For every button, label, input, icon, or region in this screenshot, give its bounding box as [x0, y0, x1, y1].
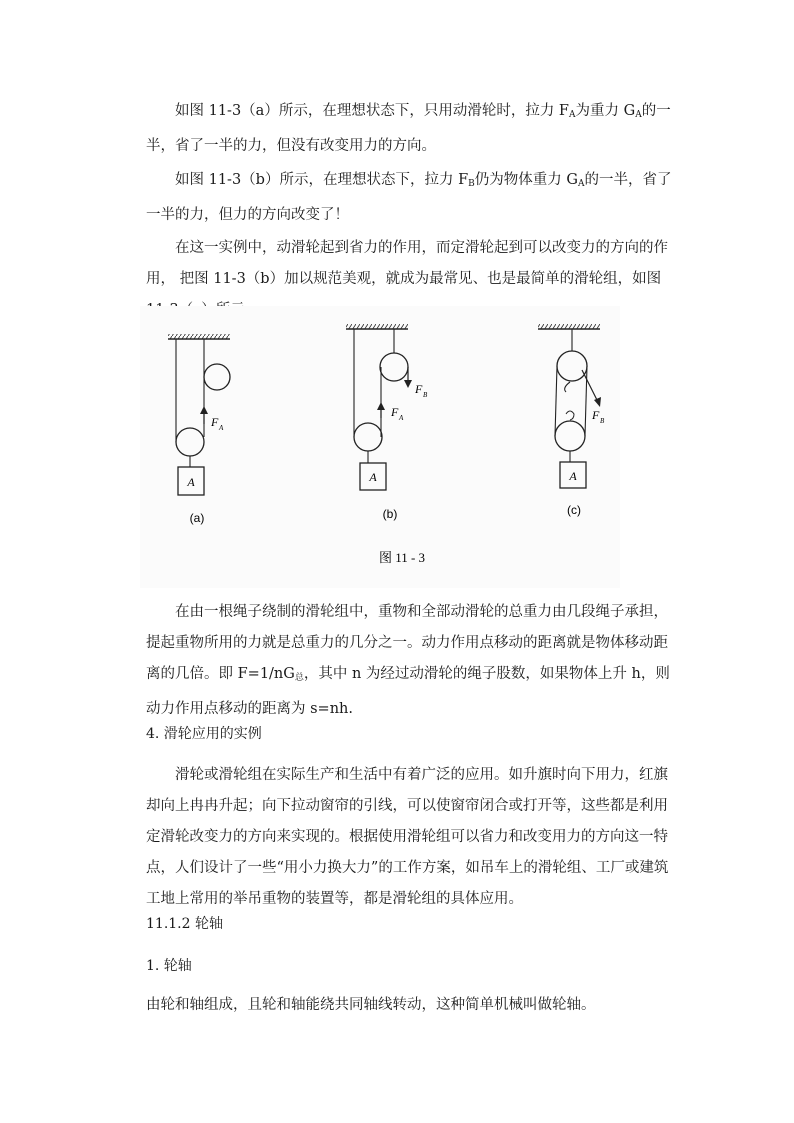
force-sub-b2: B: [423, 391, 428, 399]
p2-text-a: 如图 11-3（b）所示，在理想状态下，拉力 F: [175, 172, 469, 188]
heading-pulley-applications: 4. 滑轮应用的实例: [146, 726, 262, 742]
figure-caption: 图 11 - 3: [378, 550, 426, 565]
pulley-diagram: [140, 306, 620, 588]
p2-sub-fb: B: [468, 179, 475, 189]
ceiling-c: [538, 324, 600, 329]
force-sub-b1: A: [399, 414, 404, 422]
force-sub-c: B: [600, 417, 605, 425]
block-b-label: A: [369, 470, 377, 484]
block-c-label: A: [569, 469, 577, 483]
paragraph-5: 滑轮或滑轮组在实际生产和生活中有着广泛的应用。如升旗时向下用力，红旗却向上冉冉升起；向下拉动窗帘的引线，可以使窗帘闭合或打开等，这些都是利用定滑轮改变力的方向来实现的。根据使用滑轮组可以省力和改变用力的方向这一特点，人们设计了一些“用小力换大力”的工作方案，如吊车上的滑轮组、工厂或建筑工地上常用的举吊重物的装置等，都是滑轮组的具体应用。: [146, 767, 669, 907]
heading-wheel-axle: 1. 轮轴: [146, 958, 192, 974]
panel-c-label: (c): [567, 503, 581, 517]
force-label-c: F: [592, 408, 600, 422]
force-label-b2: F: [415, 382, 423, 396]
p1-sub-ga: A: [635, 110, 642, 120]
p4-text-b: ，其中 n 为经过动滑轮的绳子股数，如果物体上升 h，则动力作用点移动的距离为 s=nh.: [146, 666, 670, 717]
paragraph-1: [146, 96, 674, 162]
p1-text-c: 的一半，省了一半的力，但没有改变用力的方向。: [146, 103, 671, 154]
pulley-figure: [140, 306, 620, 588]
p1-sub-fa: A: [569, 110, 576, 120]
paragraph-4: [146, 597, 674, 725]
force-sub-a: A: [219, 424, 224, 432]
paragraph-3: 在这一实例中，动滑轮起到省力的作用，而定滑轮起到可以改变力的方向的作用， 把图 11-3（b）加以规范美观，就成为最常见、也是最简单的滑轮组，如图: [146, 240, 668, 287]
ceiling-b: [346, 324, 408, 329]
p2-text-c: 的一半，省了一半的力，但力的方向改变了！: [146, 172, 672, 223]
panel-b-label: (b): [382, 507, 398, 521]
force-label-b1: F: [391, 405, 399, 419]
p1-text-b: 为重力 G: [575, 103, 636, 119]
paragraph-2: [146, 165, 674, 231]
block-a-label: A: [187, 475, 195, 489]
p1-text-a: 如图 11-3（a）所示，在理想状态下，只用动滑轮时，拉力 F: [175, 103, 569, 119]
panel-a-label: (a): [189, 511, 205, 525]
paragraph-6: 由轮和轴组成，且轮和轴能绕共同轴线转动，这种简单机械叫做轮轴。: [146, 997, 596, 1013]
force-label-a: F: [211, 415, 219, 429]
p2-text-b: 仍为物体重力 G: [474, 172, 578, 188]
heading-section-11-1-2: 11.1.2 轮轴: [146, 916, 223, 932]
ceiling-a: [168, 334, 230, 339]
p2-sub-ga: A: [577, 179, 585, 189]
p4-text-a: 在由一根绳子绕制的滑轮组中，重物和全部动滑轮的总重力由几段绳子承担，提起重物所用的力就是总重力的几分之一。动力作用点移动的距离就是物体移动距离的几倍。即 F=1/nG: [146, 604, 668, 682]
p4-sub-total: 总: [294, 673, 304, 683]
